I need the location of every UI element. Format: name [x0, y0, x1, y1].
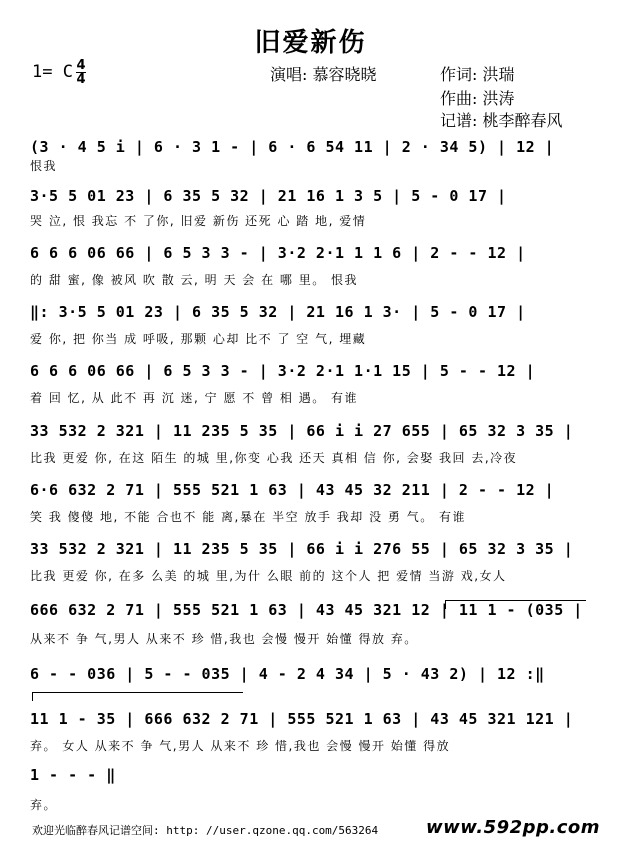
score-notes-line: 33 532 2 321 | 11 235 5 35 | 66 i i 27 655 | 65 32 3 35 |: [30, 422, 574, 440]
second-ending-bracket: [32, 692, 243, 701]
score-lyrics-line: 恨我: [30, 159, 58, 173]
score-notes-line: 666 632 2 71 | 555 521 1 63 | 43 45 321 12 | 11 1 - (035 |: [30, 601, 583, 619]
score-notes-line: 33 532 2 321 | 11 235 5 35 | 66 i i 276 55 | 65 32 3 35 |: [30, 540, 574, 558]
score-lyrics-line: 弃。 女人 从来不 争 气,男人 从来不 珍 惜,我也 会慢 慢开 始懂 得放: [30, 739, 451, 753]
time-signature: [76, 59, 86, 86]
score-notes-line: 6·6 632 2 71 | 555 521 1 63 | 43 45 32 211 | 2 - - 12 |: [30, 481, 555, 499]
score-notes-line: 1 - - - ‖: [30, 766, 116, 784]
score-notes-line: 11 1 - 35 | 666 632 2 71 | 555 521 1 63 | 43 45 321 121 |: [30, 710, 574, 728]
score-lyrics-line: 着 回 忆, 从 此不 再 沉 迷, 宁 愿 不 曾 相 遇。 有谁: [30, 391, 359, 405]
score-lyrics-line: 从来不 争 气,男人 从来不 珍 惜,我也 会慢 慢开 始懂 得放 弃。: [30, 632, 418, 646]
song-title: 旧爱新伤: [254, 28, 367, 58]
score-lyrics-line: 的 甜 蜜, 像 被风 吹 散 云, 明 天 会 在 哪 里。 恨我: [30, 273, 359, 287]
score-notes-line: 6 6 6 06 66 | 6 5 3 3 - | 3·2 2·1 1·1 15 | 5 - - 12 |: [30, 362, 536, 380]
singer-credit: 演唱: 慕容晓晓: [270, 65, 377, 84]
score-lyrics-line: 比我 更爱 你, 在多 么美 的城 里,为什 么眼 前的 这个人 把 爱情 当游 戏,女人: [30, 569, 507, 583]
time-signature-top: 4: [76, 58, 86, 73]
score-lyrics-line: 弃。: [30, 798, 58, 812]
first-ending-bracket: [445, 600, 586, 609]
score-lyrics-line: 爱 你, 把 你当 成 呼吸, 那颗 心却 比不 了 空 气, 埋藏: [30, 332, 367, 346]
score-notes-line: ‖: 3·5 5 01 23 | 6 35 5 32 | 21 16 1 3· | 5 - 0 17 |: [30, 303, 526, 321]
footer-link-text: 欢迎光临醉春风记谱空间: http: //user.qzone.qq.com/563264: [32, 824, 379, 837]
score-notes-line: 6 6 6 06 66 | 6 5 3 3 - | 3·2 2·1 1 1 6 | 2 - - 12 |: [30, 244, 526, 262]
footer-site-logo: www.592pp.com: [426, 817, 601, 838]
score-notes-line: 3·5 5 01 23 | 6 35 5 32 | 21 16 1 3 5 | 5 - 0 17 |: [30, 187, 507, 205]
score-notes-line: 6 - - 036 | 5 - - 035 | 4 - 2 4 34 | 5 · 43 2) | 12 :‖: [30, 665, 545, 683]
time-signature-bottom: 4: [76, 72, 86, 87]
key-signature: 1= C: [32, 62, 73, 82]
score-notes-line: (3 · 4 5 i | 6 · 3 1 - | 6 · 6 54 11 | 2 · 34 5) | 12 |: [30, 138, 555, 156]
transcriber-credit: 记谱: 桃李醉春风: [440, 111, 563, 130]
score-lyrics-line: 比我 更爱 你, 在这 陌生 的城 里,你变 心我 还天 真相 信 你, 会娶 我回 去,冷夜: [30, 451, 518, 465]
score-lyrics-line: 哭 泣, 恨 我忘 不 了你, 旧爱 新伤 还死 心 踏 地, 爱情: [30, 214, 367, 228]
composer-credit: 作曲: 洪涛: [440, 89, 515, 108]
lyricist-credit: 作词: 洪瑞: [440, 65, 515, 84]
score-lyrics-line: 笑 我 傻傻 地, 不能 合也不 能 离,暴在 半空 放手 我却 没 勇 气。 有谁: [30, 510, 467, 524]
